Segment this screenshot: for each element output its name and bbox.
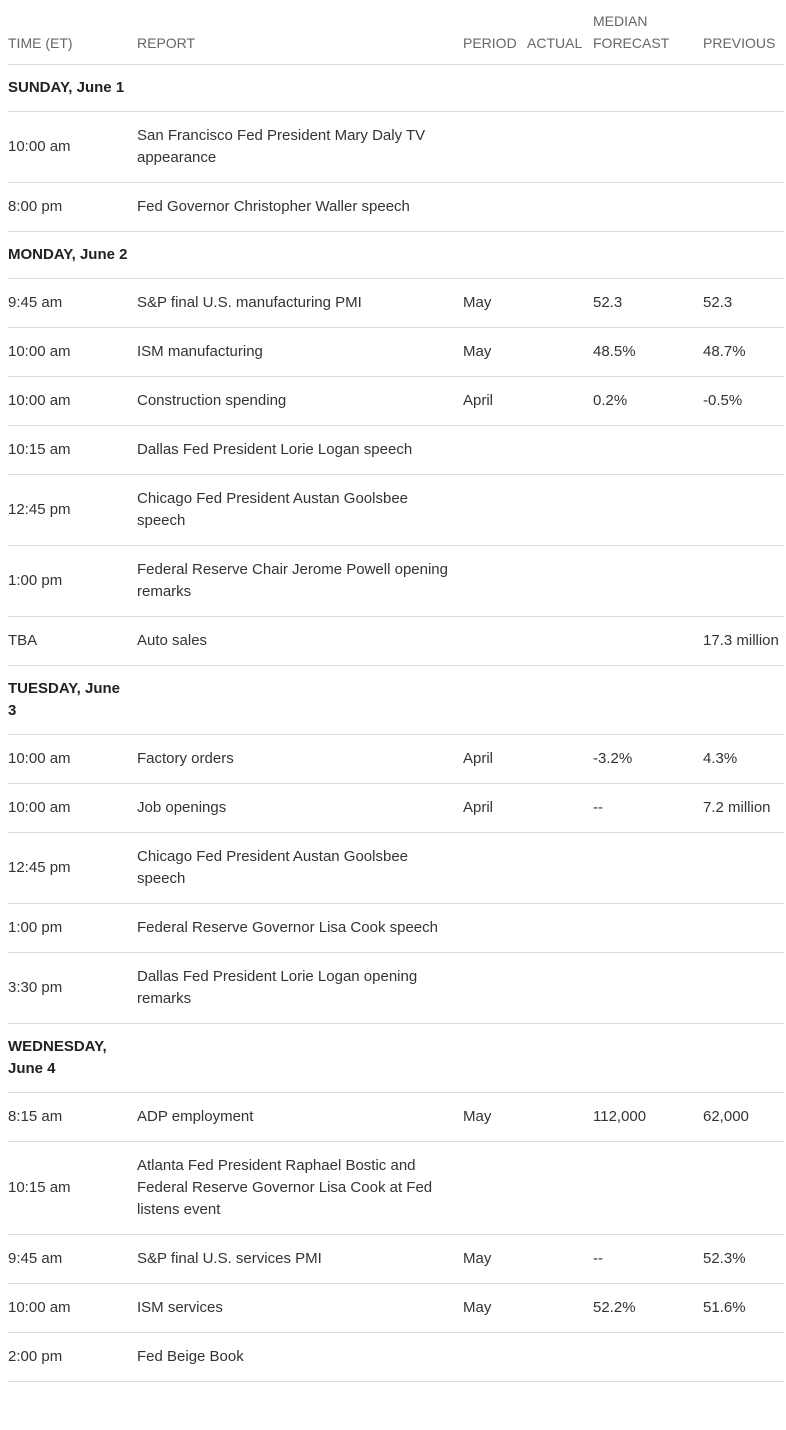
event-actual [527,616,593,665]
event-actual [527,425,593,474]
event-period: May [463,293,492,311]
calendar-table [8,0,784,1382]
table-row [8,616,784,665]
event-median-forecast: 52.3 [593,293,623,311]
event-actual [527,1283,593,1332]
event-previous: 52.3% [703,1249,746,1267]
day-row [8,665,784,734]
event-actual [527,1332,593,1381]
table-row [8,1092,784,1141]
event-period: April [463,391,494,409]
event-previous: 62,000 [703,1107,749,1125]
event-period [463,111,527,182]
event-actual [527,1141,593,1234]
event-time: 9:45 am [8,293,63,311]
event-previous: 51.6% [703,1298,746,1316]
day-row [8,64,784,111]
event-previous [703,1332,784,1381]
table-row [8,182,784,231]
header-report: REPORT [137,34,196,51]
event-median-forecast [593,903,703,952]
day-label: SUNDAY, June 1 [8,78,125,96]
table-row [8,376,784,425]
table-row [8,1332,784,1381]
event-time: 10:15 am [8,440,71,458]
table-row [8,1234,784,1283]
event-report: Job openings [137,798,227,816]
table-row [8,474,784,545]
event-report: Federal Reserve Governor Lisa Cook speech [137,918,438,936]
event-previous [703,111,784,182]
event-median-forecast: 112,000 [593,1107,647,1125]
event-period: April [463,749,494,767]
day-cell [8,665,784,734]
event-period [463,1141,527,1234]
event-period [463,616,527,665]
table-row [8,1283,784,1332]
event-period [463,545,527,616]
event-time: 12:45 pm [8,858,71,876]
event-actual [527,327,593,376]
event-actual [527,783,593,832]
event-previous [703,903,784,952]
event-time: TBA [8,631,38,649]
event-report: Construction spending [137,391,287,409]
event-report: Dallas Fed President Lorie Logan opening remarks [137,967,418,1007]
day-cell [8,231,784,278]
day-cell [8,1023,784,1092]
event-median-forecast: -3.2% [593,749,633,767]
event-median-forecast [593,1332,703,1381]
event-median-forecast: 52.2% [593,1298,636,1316]
event-report: Dallas Fed President Lorie Logan speech [137,440,413,458]
event-actual [527,1092,593,1141]
event-period [463,474,527,545]
day-row [8,1023,784,1092]
event-actual [527,278,593,327]
event-time: 8:15 am [8,1107,63,1125]
header-row [8,0,784,64]
event-report: Chicago Fed President Austan Goolsbee speech [137,489,409,529]
event-report: Federal Reserve Chair Jerome Powell opening remarks [137,560,448,600]
table-header [8,0,784,64]
event-period: May [463,342,492,360]
event-report: ISM manufacturing [137,342,263,360]
event-period: May [463,1298,492,1316]
event-period [463,425,527,474]
header-previous: PREVIOUS [703,34,776,51]
table-row [8,545,784,616]
event-time: 10:15 am [8,1178,71,1196]
event-median-forecast [593,616,703,665]
table-row [8,327,784,376]
event-time: 10:00 am [8,798,71,816]
event-time: 3:30 pm [8,978,63,996]
event-report: ADP employment [137,1107,254,1125]
event-time: 10:00 am [8,391,71,409]
table-row [8,111,784,182]
event-period: April [463,798,494,816]
event-previous [703,1141,784,1234]
header-time: TIME (ET) [8,34,73,51]
event-median-forecast [593,545,703,616]
event-actual [527,903,593,952]
event-median-forecast [593,1141,703,1234]
header-median-forecast: MEDIAN FORECAST [593,12,670,51]
event-time: 12:45 pm [8,500,71,518]
event-report: Chicago Fed President Austan Goolsbee speech [137,847,409,887]
event-time: 10:00 am [8,1298,71,1316]
header-actual: ACTUAL [527,34,583,51]
event-time: 1:00 pm [8,571,63,589]
event-report: Fed Beige Book [137,1347,244,1365]
table-body [8,64,784,1381]
event-actual [527,952,593,1023]
event-actual [527,111,593,182]
event-median-forecast [593,832,703,903]
table-row [8,832,784,903]
day-label: MONDAY, June 2 [8,245,128,263]
event-previous [703,545,784,616]
event-period: May [463,1249,492,1267]
event-median-forecast [593,425,703,474]
day-cell [8,64,784,111]
event-median-forecast [593,952,703,1023]
event-actual [527,474,593,545]
event-actual [527,734,593,783]
day-label: WEDNESDAY, June 4 [8,1037,107,1077]
event-time: 10:00 am [8,749,71,767]
event-time: 1:00 pm [8,918,63,936]
event-time: 8:00 pm [8,197,63,215]
event-period [463,832,527,903]
event-report: Auto sales [137,631,208,649]
event-previous [703,474,784,545]
event-median-forecast: -- [593,798,603,816]
event-previous [703,425,784,474]
table-row [8,1141,784,1234]
event-previous: 17.3 million [703,631,779,649]
event-time: 9:45 am [8,1249,63,1267]
event-median-forecast [593,182,703,231]
event-previous: -0.5% [703,391,743,409]
day-label: TUESDAY, June 3 [8,679,120,719]
event-actual [527,376,593,425]
day-row [8,231,784,278]
event-previous: 7.2 million [703,798,771,816]
event-report: S&P final U.S. services PMI [137,1249,322,1267]
event-report: Factory orders [137,749,234,767]
event-previous [703,832,784,903]
table-row [8,783,784,832]
event-period [463,952,527,1023]
event-period [463,1332,527,1381]
event-median-forecast [593,474,703,545]
event-previous [703,952,784,1023]
table-row [8,952,784,1023]
event-report: S&P final U.S. manufacturing PMI [137,293,362,311]
event-actual [527,832,593,903]
event-time: 2:00 pm [8,1347,63,1365]
event-time: 10:00 am [8,342,71,360]
table-row [8,734,784,783]
event-previous: 4.3% [703,749,738,767]
event-actual [527,1234,593,1283]
event-actual [527,545,593,616]
event-median-forecast: 48.5% [593,342,636,360]
table-row [8,903,784,952]
event-time: 10:00 am [8,137,71,155]
table-row [8,425,784,474]
event-report: San Francisco Fed President Mary Daly TV appearance [137,126,426,166]
event-period [463,182,527,231]
event-actual [527,182,593,231]
event-median-forecast: -- [593,1249,603,1267]
header-period: PERIOD [463,34,517,51]
event-previous: 48.7% [703,342,746,360]
event-median-forecast: 0.2% [593,391,628,409]
event-report: ISM services [137,1298,223,1316]
table-row [8,278,784,327]
event-report: Fed Governor Christopher Waller speech [137,197,410,215]
event-previous [703,182,784,231]
event-report: Atlanta Fed President Raphael Bostic and Federal Reserve Governor Lisa Cook at Fed listens event [137,1156,433,1218]
event-period [463,903,527,952]
event-period: May [463,1107,492,1125]
event-previous: 52.3 [703,293,733,311]
event-median-forecast [593,111,703,182]
